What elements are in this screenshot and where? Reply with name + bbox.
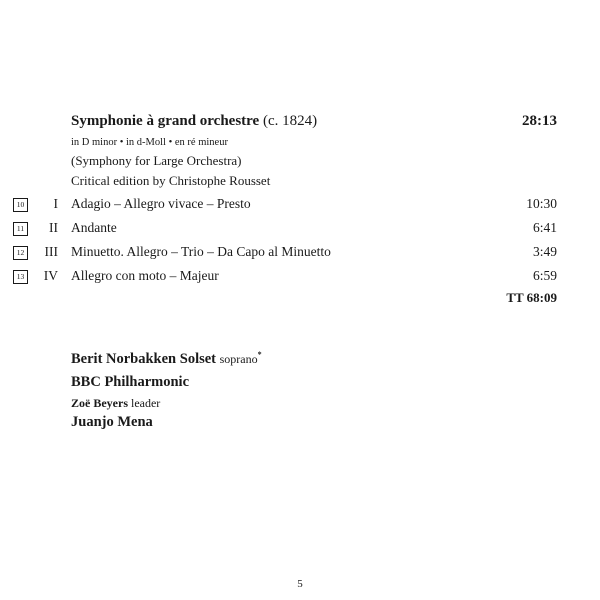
movement-title: Andante — [71, 220, 117, 235]
movement-title: Adagio – Allegro vivace – Presto — [71, 196, 251, 211]
movement-duration: 6:41 — [532, 220, 557, 235]
movement-duration: 3:49 — [532, 244, 557, 259]
leader-name: Zoë Beyers — [71, 396, 128, 410]
orchestra-name: BBC Philharmonic — [71, 374, 190, 390]
total-time: TT 68:09 — [506, 290, 557, 305]
work-duration: 28:13 — [522, 113, 557, 129]
work-title — [71, 113, 317, 130]
conductor-name: Juanjo Mena — [71, 414, 153, 430]
work-date: (c. 1824) — [262, 113, 318, 129]
movement-duration: 10:30 — [526, 196, 557, 211]
soloist — [71, 350, 262, 368]
page-number: 5 — [297, 578, 303, 590]
movement-numeral: I — [53, 196, 58, 211]
key-line: in D minor • in d-Moll • en ré mineur — [71, 137, 228, 148]
track-number-box: 12 — [13, 246, 28, 260]
english-title: (Symphony for Large Orchestra) — [71, 153, 242, 168]
track-number-box: 13 — [13, 270, 28, 284]
edition-note: Critical edition by Christophe Rousset — [71, 173, 271, 188]
soloist-role: soprano — [219, 351, 258, 366]
track-number-box: 11 — [13, 222, 28, 236]
movement-title: Allegro con moto – Majeur — [71, 268, 219, 283]
movement-title: Minuetto. Allegro – Trio – Da Capo al Minuetto — [71, 244, 331, 259]
leader — [71, 396, 160, 411]
track-number-box: 10 — [13, 198, 28, 212]
work-title-text: Symphonie à grand orchestre — [71, 113, 260, 129]
movement-numeral: III — [44, 244, 58, 259]
leader-role: leader — [130, 396, 161, 410]
movement-numeral: II — [49, 220, 58, 235]
movement-duration: 6:59 — [532, 268, 557, 283]
soloist-footnote-mark: * — [257, 350, 262, 359]
soloist-name: Berit Norbakken Solset — [71, 350, 216, 367]
movement-numeral: IV — [43, 268, 58, 283]
